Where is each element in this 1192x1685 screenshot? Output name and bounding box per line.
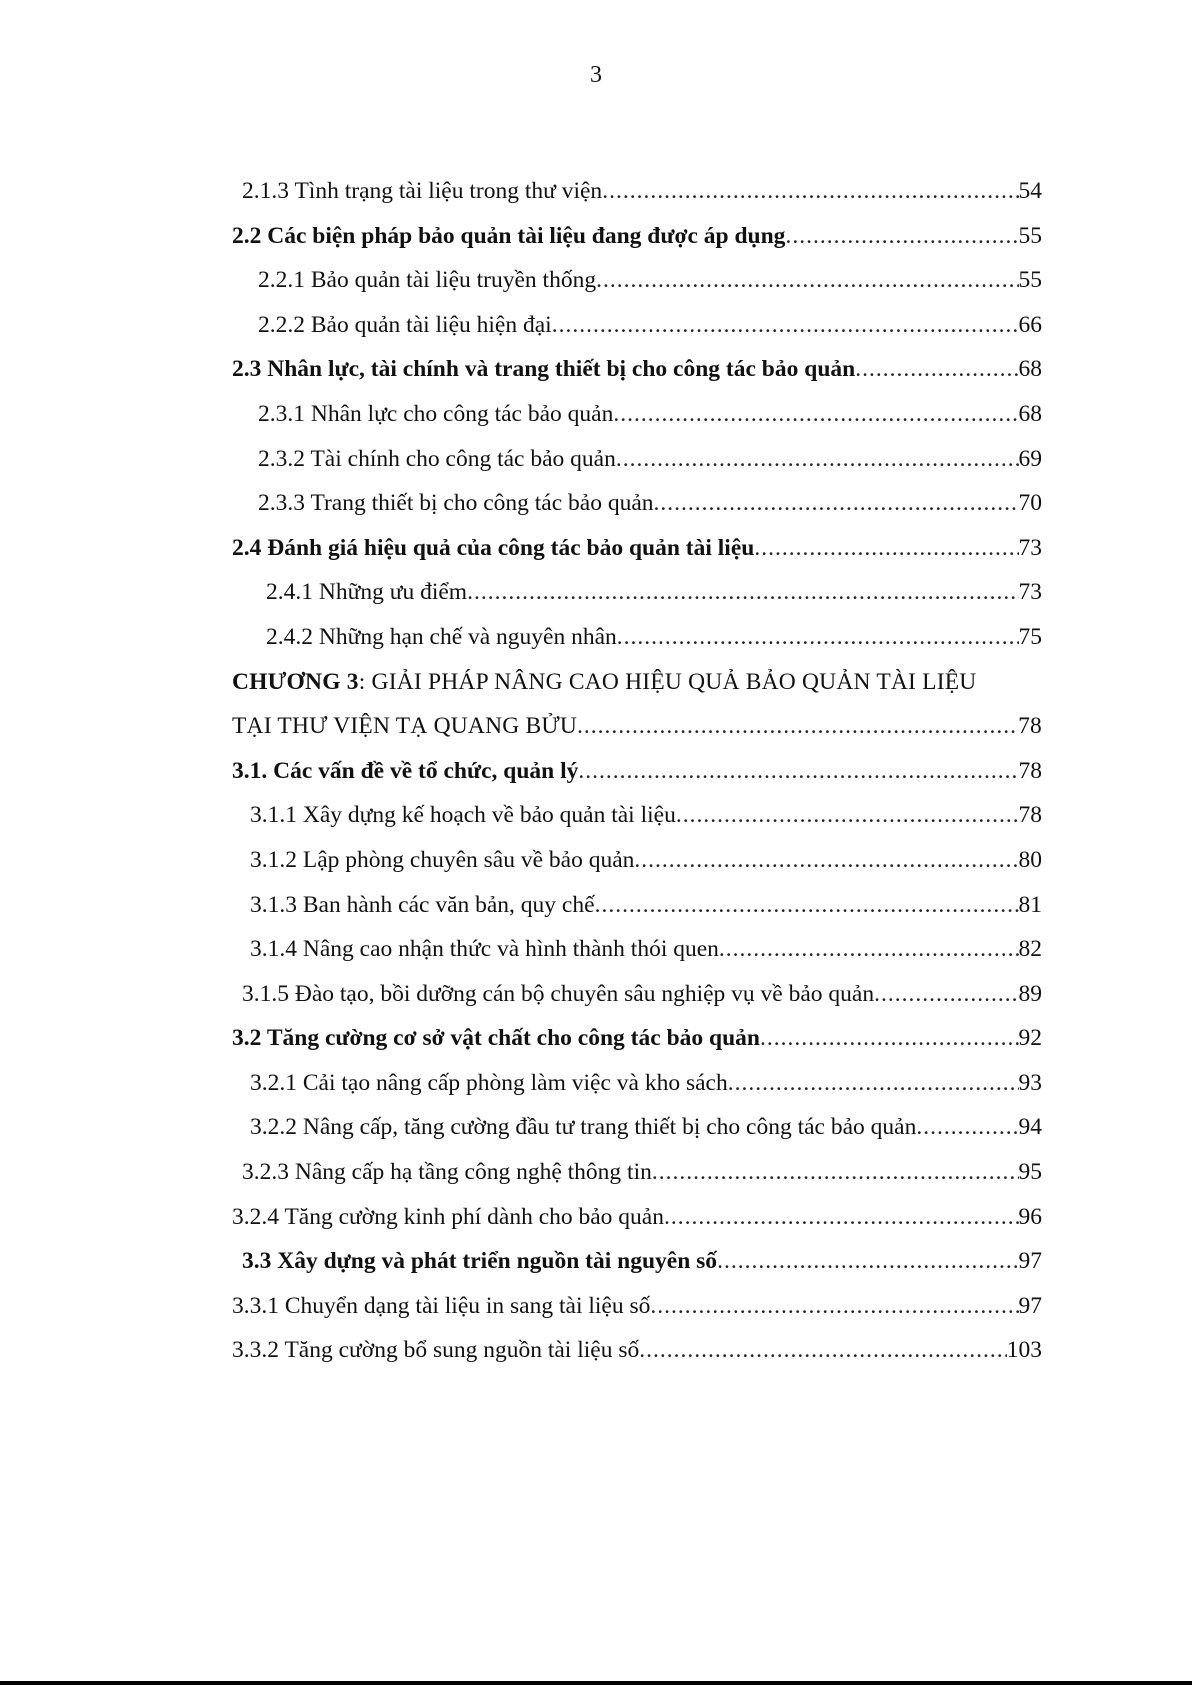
toc-entry-title: 2.2.1 Bảo quản tài liệu truyền thống <box>258 267 597 294</box>
dot-leader <box>650 1293 1018 1320</box>
toc-entry[interactable] <box>232 624 1042 669</box>
page-number: 3 <box>590 62 602 88</box>
toc-page-number: 93 <box>1018 1069 1042 1096</box>
toc-entry-title: 3.2 Tăng cường cơ sở vật chất cho công tác bảo quản <box>232 1025 760 1052</box>
toc-page-number: 55 <box>1018 267 1042 294</box>
toc-entry-title: 3.1.1 Xây dựng kế hoạch về bảo quản tài liệu <box>250 802 676 829</box>
toc-entry-title: 3.2.1 Cải tạo nâng cấp phòng làm việc và kho sách <box>250 1069 728 1096</box>
toc-page-number: 97 <box>1018 1292 1042 1319</box>
toc-section-chapter-3 <box>232 758 1042 1382</box>
toc-page-number: 89 <box>1018 980 1042 1007</box>
toc-page-number: 75 <box>1018 623 1042 650</box>
toc-entry[interactable] <box>232 401 1042 446</box>
toc-entry[interactable] <box>232 1248 1042 1293</box>
toc-chapter-heading-line-2[interactable] <box>232 713 1042 758</box>
toc-entry[interactable] <box>232 1293 1042 1338</box>
toc-entry[interactable] <box>232 356 1042 401</box>
toc-entry-title: 2.3 Nhân lực, tài chính và trang thiết bị cho công tác bảo quản <box>232 356 856 383</box>
toc-chapter-heading-line-1[interactable] <box>232 669 1042 714</box>
dot-leader <box>578 758 1018 785</box>
toc-entry[interactable] <box>232 312 1042 357</box>
toc-page-number: 70 <box>1018 490 1042 517</box>
toc-entry[interactable] <box>232 892 1042 937</box>
dot-leader <box>552 312 1019 339</box>
toc-entry[interactable] <box>232 223 1042 268</box>
toc-entry[interactable] <box>232 579 1042 624</box>
toc-entry-title: 2.4 Đánh giá hiệu quả của công tác bảo quản tài liệu <box>232 534 755 561</box>
toc-entry-title: 2.3.1 Nhân lực cho công tác bảo quản <box>258 400 614 427</box>
toc-entry-title: 2.4.2 Những hạn chế và nguyên nhân <box>266 623 617 650</box>
toc-entry-title: 2.2 Các biện pháp bảo quản tài liệu đang được áp dụng <box>232 222 786 249</box>
toc-entry[interactable] <box>232 1204 1042 1249</box>
toc-entry-title: 2.2.2 Bảo quản tài liệu hiện đại <box>258 311 552 338</box>
dot-leader <box>617 624 1019 651</box>
dot-leader <box>916 1114 1018 1141</box>
toc-page-number: 55 <box>1018 222 1042 249</box>
toc-page-number: 95 <box>1018 1159 1042 1186</box>
dot-leader <box>760 1025 1019 1052</box>
dot-leader <box>654 490 1019 517</box>
dot-leader <box>596 267 1018 294</box>
toc-page-number: 81 <box>1018 891 1042 918</box>
toc-entry[interactable] <box>232 981 1042 1026</box>
toc-entry-title: 2.1.3 Tình trạng tài liệu trong thư viện <box>242 178 603 204</box>
toc-entry[interactable] <box>232 758 1042 803</box>
toc-page-number: 78 <box>1018 757 1042 784</box>
toc-entry[interactable] <box>232 490 1042 535</box>
dot-leader <box>719 936 1019 963</box>
toc-page-number: 96 <box>1018 1203 1042 1230</box>
toc-page-number: 94 <box>1018 1114 1042 1141</box>
dot-leader <box>717 1248 1018 1275</box>
toc-page-number: 97 <box>1018 1248 1042 1275</box>
toc-entry[interactable] <box>232 1025 1042 1070</box>
toc-entry-title: 3.2.2 Nâng cấp, tăng cường đầu tư trang thiết bị cho công tác bảo quản <box>250 1114 917 1141</box>
dot-leader <box>595 892 1019 919</box>
table-of-contents <box>232 178 1042 1382</box>
toc-entry[interactable] <box>232 802 1042 847</box>
toc-entry-title: 2.4.1 Những ưu điểm <box>266 579 468 606</box>
toc-section-chapter-2 <box>232 178 1042 669</box>
toc-page-number: 68 <box>1018 400 1042 427</box>
dot-leader <box>634 847 1018 874</box>
toc-page-number: 73 <box>1018 579 1042 606</box>
toc-entry[interactable] <box>232 847 1042 892</box>
dot-leader <box>754 535 1018 562</box>
toc-entry-title: 3.1.5 Đào tạo, bồi dưỡng cán bộ chuyên sâu nghiệp vụ về bảo quản <box>242 980 875 1007</box>
toc-entry[interactable] <box>232 1159 1042 1204</box>
toc-entry-title: 3.3.2 Tăng cường bổ sung nguồn tài liệu số <box>232 1337 640 1364</box>
toc-entry-title: 3.3.1 Chuyển dạng tài liệu in sang tài liệu số <box>232 1292 651 1319</box>
dot-leader <box>602 178 1018 205</box>
dot-leader <box>676 802 1019 829</box>
toc-entry-title: 3.2.4 Tăng cường kinh phí dành cho bảo quản <box>232 1203 664 1230</box>
toc-page-number: 73 <box>1018 534 1042 561</box>
toc-entry[interactable] <box>232 1337 1042 1382</box>
dot-leader <box>728 1070 1019 1097</box>
toc-entry-title: 3.1.2 Lập phòng chuyên sâu về bảo quản <box>250 846 635 873</box>
dot-leader <box>467 579 1018 606</box>
toc-entry-title: 3.1.3 Ban hành các văn bản, quy chế <box>250 891 595 918</box>
toc-entry-title: 3.1.4 Nâng cao nhận thức và hình thành thói quen <box>250 936 719 963</box>
dot-leader <box>613 401 1018 428</box>
toc-entry-title: 2.3.3 Trang thiết bị cho công tác bảo quản <box>258 490 654 517</box>
toc-page-number: 92 <box>1018 1025 1042 1052</box>
toc-page-number: 82 <box>1018 936 1042 963</box>
toc-entry-title: 3.2.3 Nâng cấp hạ tầng công nghệ thông tin <box>242 1159 652 1186</box>
toc-page-number: 54 <box>1018 178 1042 204</box>
toc-entry[interactable] <box>232 936 1042 981</box>
toc-entry-title: 3.1. Các vấn đề về tổ chức, quản lý <box>232 757 579 784</box>
toc-page-number: 103 <box>1006 1337 1042 1364</box>
toc-entry[interactable] <box>232 1070 1042 1115</box>
bottom-border <box>0 1681 1192 1685</box>
toc-entry[interactable] <box>232 1114 1042 1159</box>
dot-leader <box>785 223 1018 250</box>
toc-entry-title: 2.3.2 Tài chính cho công tác bảo quản <box>258 445 616 472</box>
toc-page-number: 78 <box>1018 802 1042 829</box>
toc-entry[interactable] <box>232 446 1042 491</box>
dot-leader <box>616 446 1019 473</box>
dot-leader <box>855 356 1018 383</box>
toc-page-number: 68 <box>1018 356 1042 383</box>
dot-leader <box>652 1159 1019 1186</box>
dot-leader <box>874 981 1018 1008</box>
toc-entry[interactable] <box>232 267 1042 312</box>
dot-leader <box>577 713 1018 740</box>
toc-page-number: 80 <box>1018 846 1042 873</box>
chapter-label: CHƯƠNG 3 <box>232 668 359 695</box>
toc-entry[interactable] <box>232 535 1042 580</box>
toc-page-number: 66 <box>1018 311 1042 338</box>
dot-leader <box>639 1337 1007 1364</box>
toc-page-number: 69 <box>1018 445 1042 472</box>
toc-page-number: 78 <box>1018 713 1042 740</box>
chapter-title-line-1: : GIẢI PHÁP NÂNG CAO HIỆU QUẢ BẢO QUẢN TÀI LIỆU <box>358 668 977 695</box>
dot-leader <box>664 1204 1019 1231</box>
toc-entry[interactable] <box>232 178 1042 223</box>
toc-entry-title: 3.3 Xây dựng và phát triển nguồn tài nguyên số <box>242 1248 718 1275</box>
chapter-title-line-2: TẠI THƯ VIỆN TẠ QUANG BỬU <box>232 713 577 740</box>
